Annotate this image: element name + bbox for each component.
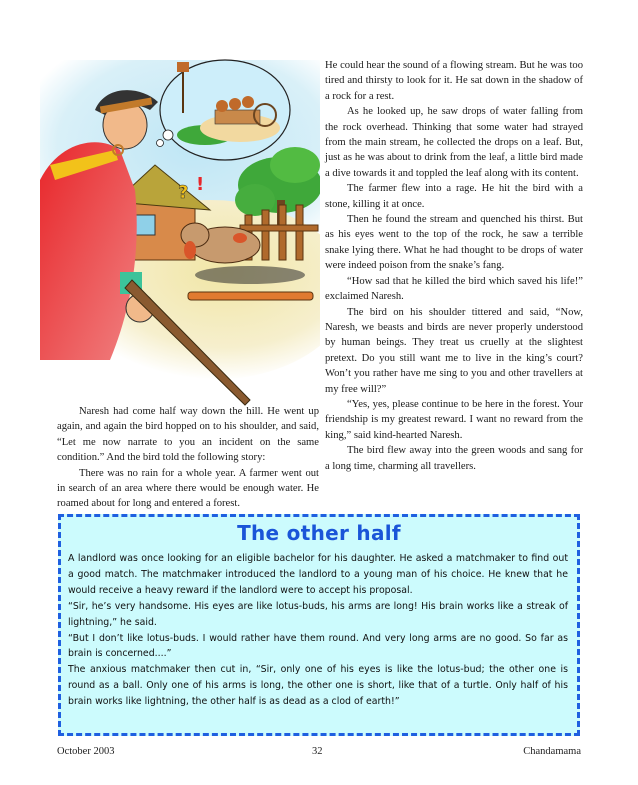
- paragraph: The bird on his shoulder tittered and said, “Now, Naresh, we beasts and birds are never properly understood by human beings. They treat us cruelly at the slightest pretext. Do you still want me to live in the king’s court? Won’t you rather have me sing to you and other travellers at my free will?”: [325, 306, 583, 395]
- paragraph: As he looked up, he saw drops of water falling from the rock overhead. Thinking that some water had strayed from the main stream, he collected the drops on a leaf. But, just as he was about to drink from the leaf, a little bird made a dive towards it and toppled the leaf along with its content.: [325, 106, 583, 179]
- question-mark-icon: ?: [178, 182, 189, 203]
- footer-date: October 2003: [57, 746, 115, 757]
- left-column: [57, 404, 319, 512]
- box-paragraph: A landlord was once looking for an eligible bachelor for his daughter. He asked a matchmaker to find out a good match. The matchmaker introduced the landlord to a young man of his choice. He knew that he would receive a heavy reward if the landlord were to accept his proposal.: [68, 553, 568, 596]
- stick-icon: [188, 292, 313, 300]
- publication-name: Chandamama: [523, 746, 581, 757]
- paragraph: “Yes, yes, please continue to be here in the forest. Your friendship is my greatest reward. I want no reward from the king,” said kind-hearted Naresh.: [325, 398, 583, 441]
- page-number: 32: [312, 746, 323, 757]
- box-body: [68, 551, 568, 710]
- the-other-half-box: [58, 514, 580, 736]
- box-paragraph: “Sir, he’s very handsome. His eyes are like lotus-buds, his arms are long! His brain works like a streak of lightning,” he said.: [68, 600, 568, 628]
- story-illustration: [40, 40, 320, 408]
- exclamation-mark-icon: !: [196, 174, 205, 195]
- paragraph: He could hear the sound of a flowing stream. But he was too tired and thirsty to look for it. He sat down in the shadow of a rock for a rest.: [325, 60, 583, 102]
- paragraph: Naresh had come half way down the hill. He went up again, and again the bird hopped on to his shoulder, and said, “Let me now narrate to you an incident on the same condition.” And the bird told the following story:: [57, 406, 319, 464]
- box-title: The other half: [237, 521, 401, 545]
- paragraph: The farmer flew into a rage. He hit the bird with a stone, killing it at once.: [325, 183, 583, 210]
- paragraph: “How sad that he killed the bird which saved his life!” exclaimed Naresh.: [325, 275, 583, 303]
- box-paragraph: The anxious matchmaker then cut in, “Sir, only one of his eyes is like the lotus-bud; the other one is round as a ball. Only one of his arms is long, the other one is short, like that of a turtle. Only half of his brain works like lightning, the other half is as dead as a clod of earth!”: [68, 664, 568, 708]
- paragraph: There was no rain for a whole year. A farmer went out in search of an area where there would be enough water. He roamed about for long and entered a forest.: [57, 467, 319, 510]
- box-paragraph: “But I don’t like lotus-buds. I would rather have them round. And very long arms are no good. So far as brain is concerned....”: [68, 632, 568, 660]
- right-column: [325, 58, 583, 474]
- paragraph: The bird flew away into the green woods and sang for a long time, charming all travellers.: [325, 445, 583, 472]
- paragraph: Then he found the stream and quenched his thirst. But as his eyes went to the top of the rock, he saw a terrible snake lying there. What he had thought to be drops of water were indeed poison from the snake’s fang.: [325, 214, 583, 272]
